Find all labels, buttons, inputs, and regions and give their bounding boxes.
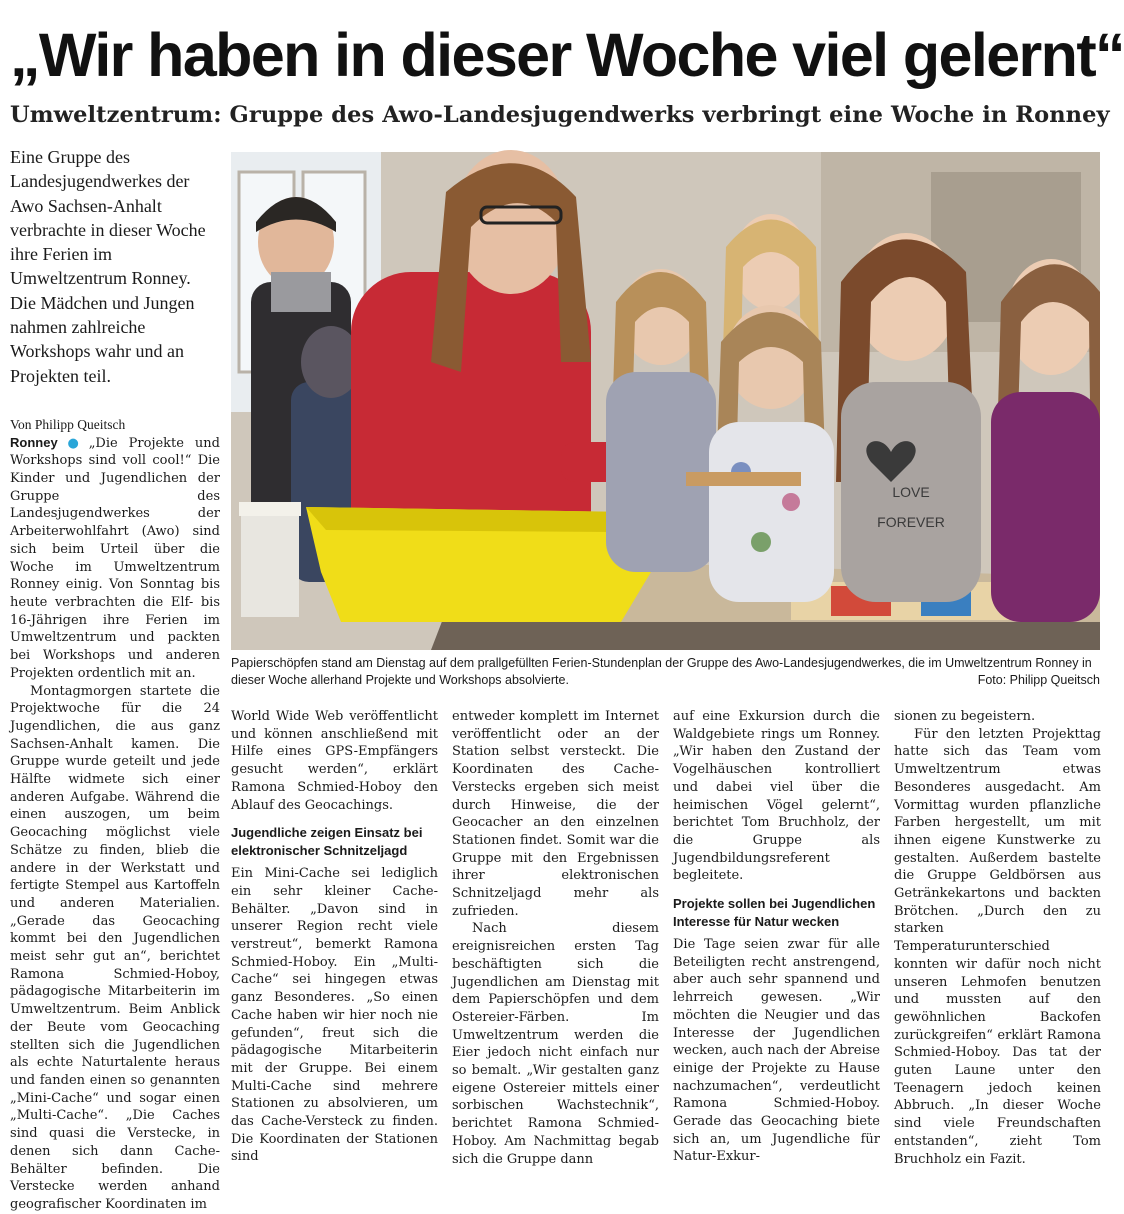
caption-text: Papierschöpfen stand am Dienstag auf dem prallgefüllten Ferien-Stundenplan der Gruppe des Awo-Landesjugendwerkes, die im Umweltzentrum Ronney in dieser Woche allerhand Projekte und Workshops absolvierte. <box>231 656 1092 687</box>
shirt-text: LOVE <box>892 484 930 500</box>
body-paragraph: auf eine Exkursion durch die Waldgebiete rings um Ronney. „Wir haben den Zustand der Vogelhäuschen kontrolliert und dabei viel über die heimischen Vögel gelernt“, berichtet Tom Bruchholz, der die Gruppe als Jugendbildungsreferent begleitete. <box>673 709 880 884</box>
shirt-text-2: FOREVER <box>877 514 945 530</box>
body-paragraph: entweder komplett im Internet veröffentlicht oder an der Station selbst versteckt. Die Koordinaten des Cache-Verstecks ergeben sich meist durch Hinweise, die der Geocacher an den einzelnen Stationen findet. Somit war die Gruppe mit den Ergebnissen ihrer elektronischen Schnitzeljagd mehr als zufrieden. <box>452 709 659 919</box>
body-paragraph: Die Tage seien zwar für alle Beteiligten recht anstrengend, aber auch sehr spannend und lehrreich gewesen. „Wir möchten die Neugier und das Interesse der Jugendlichen wecken, auch nach der Abreise einige der Projekte zu Hause nachzumachen“, verdeutlicht Ramona Schmied-Hoboy. Gerade das Geocaching biete sich an, um Jugendliche für Natur-Exkur- <box>673 937 880 1165</box>
body-column-2 <box>452 708 659 1167</box>
body-paragraph: World Wide Web veröffentlicht und können anschließend mit Hilfe eines GPS-Empfängers gesucht werden“, erklärt Ramona Schmied-Hoboy den Ablauf des Geocachings. <box>231 709 438 813</box>
dateline: Ronney <box>10 434 58 450</box>
body-paragraph: Nach diesem ereignisreichen ersten Tag beschäftigten sich die Jugendlichen am Dienstag mit dem Papierschöpfen und dem Ostereier-Färben. Im Umweltzentrum werden die Eier jedoch nicht einfach nur so bemalt. „Wir gestalten ganz eigene Ostereier mittels einer sorbischen Wachstechnik“, berichtet Ramona Schmied-Hoboy. Am Nachmittag begab sich die Gruppe dann <box>452 921 659 1167</box>
dateline-dot-icon: ● <box>60 435 86 451</box>
article-photo <box>231 152 1100 650</box>
subheadline: Umweltzentrum: Gruppe des Awo-Landesjugendwerks verbringt eine Woche in Ronney <box>10 102 1110 128</box>
body-text-span: „Die Projekte und Workshops sind voll cool!“ Die Kinder und Jugendlichen der Gruppe des Landesjugendwerkes der Arbeiterwohlfahrt (Awo) sind sich beim Urteil über die Woche im Umweltzentrum Ronney einig. Von Sonntag bis heute verbrachten die Elf- bis 16-Jährigen ihre Ferien im Umweltzentrum und packten bei Workshops und anderen Projekten ordentlich mit an. <box>10 435 220 681</box>
body-column-1 <box>231 708 438 1165</box>
body-paragraph: Montagmorgen startete die Projektwoche für die 24 Jugendlichen, die aus ganz Sachsen-Anhalt kamen. Die Gruppe wurde geteilt und jede Hälfte widmete sich einer anderen Aufgabe. Während die einen auszogen, um beim Geocaching möglichst viele Schätze zu finden, blieb die andere in der Werkstatt und fertigte Stempel aus Kartoffeln und anderen Materialien. „Gerade das Geocaching kommt bei den Jugendlichen meist sehr gut an“, berichtet Ramona Schmied-Hoboy, pädagogische Mitarbeiterin im Umweltzentrum. Beim Anblick der Beute vom Geocaching stellten sich die Jugendlichen als echte Naturtalente heraus und fanden einen so genannten „Mini-Cache“ und sogar einen „Multi-Cache“. „Die Caches sind quasi die Verstecke, in denen sich dann Cache-Behälter befinden. Die Verstecke werden anhand geografischer Koordinaten im <box>10 683 220 1212</box>
headline: „Wir haben in dieser Woche viel gelernt“ <box>10 21 1124 89</box>
body-paragraph <box>10 434 220 683</box>
left-column <box>10 145 220 1212</box>
body-column-4 <box>894 708 1101 1167</box>
lead-paragraph: Eine Gruppe des Landesjugendwerkes der Awo Sachsen-Anhalt verbrachte in dieser Woche ihre Ferien im Umweltzentrum Ronney. Die Mädchen und Jungen nahmen zahlreiche Workshops wahr und an Projekten teil. <box>10 147 206 386</box>
body-column-3 <box>673 708 880 1165</box>
left-body <box>10 434 220 1214</box>
subheading: Projekte sollen bei Jugendlichen Interesse für Natur wecken <box>673 896 876 929</box>
byline: Von Philipp Queitsch <box>10 416 126 432</box>
photo-credit: Foto: Philipp Queitsch <box>977 673 1100 687</box>
body-paragraph: sionen zu begeistern. <box>894 709 1036 724</box>
photo-caption <box>231 655 1100 689</box>
subheading: Jugendliche zeigen Einsatz bei elektronischer Schnitzeljagd <box>231 825 423 858</box>
body-paragraph: Für den letzten Projekttag hatte sich das Team vom Umweltzentrum etwas Besonderes ausgedacht. Am Vormittag wurden pflanzliche Farben hergestellt, um mit ihnen eigene Kunstwerke zu gestalten. Außerdem bastelte die Gruppe Geldbörsen aus Getränkekartons und backten Brötchen. „Durch den zu starken Temperaturunterschied konnten wir dafür noch nicht unseren Lehmofen benutzen und mussten auf den gewöhnlichen Backofen zurückgreifen“ erklärt Ramona Schmied-Hoboy. Das tat der guten Laune unter den Teenagern jedoch keinen Abbruch. „In dieser Woche sind viele Freundschaften entstanden“, zieht Tom Bruchholz ein Fazit. <box>894 726 1101 1167</box>
body-paragraph: Ein Mini-Cache sei lediglich ein sehr kleiner Cache-Behälter. „Davon sind in unserer Region recht viele verstreut“, bemerkt Ramona Schmied-Hoboy. Ein „Multi-Cache“ sei hingegen etwas ganz Besonderes. „So einen Cache haben wir hier noch nie gefunden“, freut sich die pädagogische Mitarbeiterin mit der Gruppe. Bei einem Multi-Cache sind mehrere Stationen zu absolvieren, um das Cache-Versteck zu finden. Die Koordinaten der Stationen sind <box>231 866 438 1165</box>
